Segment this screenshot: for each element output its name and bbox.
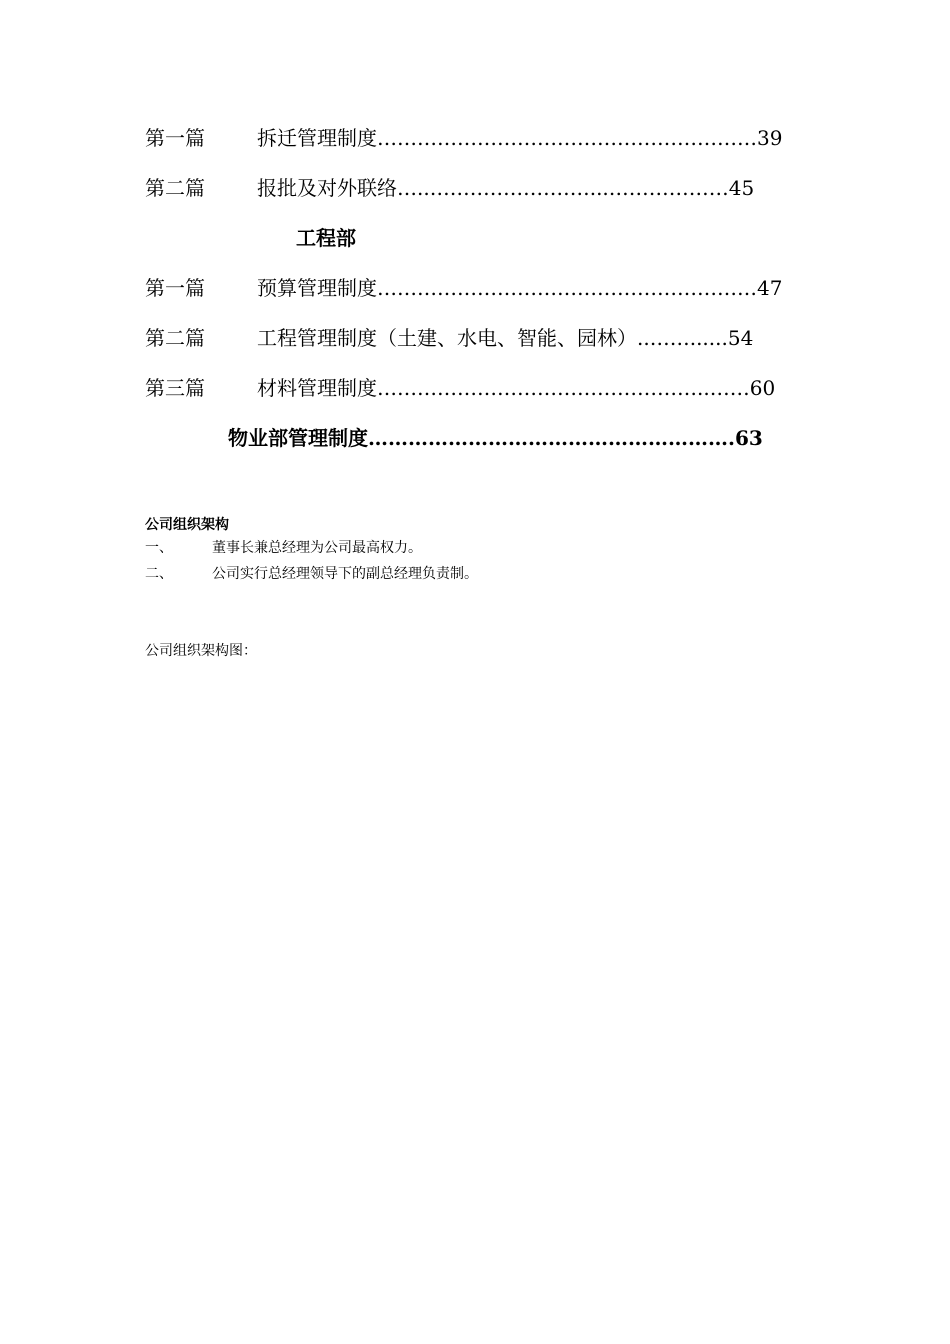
toc-leader: …………………………………………..…… bbox=[377, 376, 750, 400]
toc-leader: ………………………………………………… bbox=[377, 276, 757, 300]
toc-page-number: 60 bbox=[749, 376, 776, 400]
list-item-number: 一、 bbox=[145, 540, 173, 556]
toc-leader: ……………………………………………… bbox=[368, 426, 728, 450]
list-item bbox=[145, 565, 478, 583]
toc-entry bbox=[145, 276, 782, 300]
list-item-number: 二、 bbox=[145, 566, 173, 582]
toc-page-number: .63 bbox=[728, 426, 763, 450]
toc-page-number: 47 bbox=[757, 276, 783, 300]
toc-leader: …..……………………...……………… bbox=[397, 176, 729, 200]
toc-page-number: 39 bbox=[757, 126, 783, 150]
list-item-text: 公司实行总经理领导下的副总经理负责制。 bbox=[212, 566, 478, 582]
toc-part: 第三篇 bbox=[145, 376, 205, 400]
toc-entry bbox=[145, 126, 782, 150]
toc-page-number: 54 bbox=[727, 326, 754, 350]
list-item bbox=[145, 539, 422, 557]
toc-part: 第一篇 bbox=[145, 276, 205, 300]
org-section-title: 公司组织架构 bbox=[145, 517, 229, 533]
toc-title: 物业部管理制度 bbox=[228, 426, 368, 450]
toc-page-number: 45 bbox=[728, 176, 755, 200]
toc-leader: ..……...... bbox=[637, 326, 728, 350]
toc-title: 工程管理制度（土建、水电、智能、园林） bbox=[257, 326, 637, 350]
toc-title: 报批及对外联络 bbox=[257, 176, 397, 200]
toc-leader: ………………………………………………… bbox=[377, 126, 757, 150]
property-dept-entry bbox=[228, 426, 763, 450]
toc-title: 拆迁管理制度 bbox=[257, 126, 377, 150]
toc-part: 第二篇 bbox=[145, 176, 205, 200]
toc-entry bbox=[145, 376, 775, 400]
org-chart-caption: 公司组织架构图： bbox=[145, 643, 257, 659]
toc-part: 第一篇 bbox=[145, 126, 205, 150]
toc-entry bbox=[145, 176, 754, 200]
toc-part: 第二篇 bbox=[145, 326, 205, 350]
toc-title: 预算管理制度 bbox=[257, 276, 377, 300]
toc-title: 材料管理制度 bbox=[257, 376, 377, 400]
engineering-heading: 工程部 bbox=[296, 226, 356, 250]
list-item-text: 董事长兼总经理为公司最高权力。 bbox=[212, 540, 422, 556]
toc-entry bbox=[145, 326, 753, 350]
